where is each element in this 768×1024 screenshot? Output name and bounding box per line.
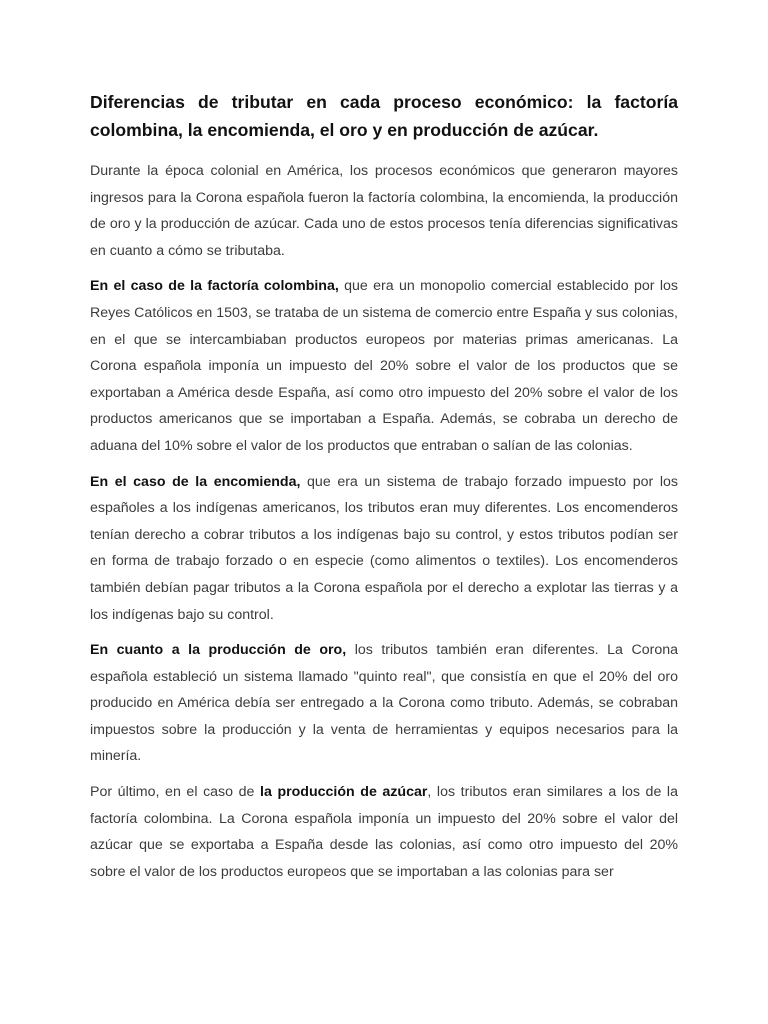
paragraph-azucar — [90, 779, 678, 885]
paragraph-text: , los tributos eran similares a los de la factoría colombina. La Corona española imponía un impuesto del 20% sobre el valor del azúcar que se exportaba a España desde las colonias, así como otro impuesto del 20% sobre el valor de los productos europeos que se importaban a las colonias para ser — [90, 784, 678, 880]
paragraph-pre: Por último, en el caso de — [90, 784, 261, 801]
paragraph-factoria — [90, 273, 678, 459]
paragraph-lead: En cuanto a la producción de oro, — [90, 642, 347, 659]
paragraph-text: los tributos también eran diferentes. La Corona española estableció un sistema llamado "quinto real", que consistía en que el 20% del oro producido en América debía ser entregado a la Corona como tributo. Además, se cobraban impuestos sobre la producción y la venta de herramientas y equipos necesarios para la minería. — [90, 642, 678, 765]
paragraph-text: Durante la época colonial en América, los procesos económicos que generaron mayores ingresos para la Corona española fueron la factoría colombina, la encomienda, la producción de oro y la producción de azúcar. Cada uno de estos procesos tenía diferencias significativas en cuanto a cómo se tributaba. — [90, 163, 678, 259]
document-title: Diferencias de tributar en cada proceso económico: la factoría colombina, la encomienda, el oro y en producción de azúcar. — [90, 92, 678, 140]
paragraph-intro — [90, 158, 678, 264]
paragraph-lead: En el caso de la factoría colombina, — [90, 278, 339, 295]
paragraph-text: que era un monopolio comercial establecido por los Reyes Católicos en 1503, se trataba de un sistema de comercio entre España y sus colonias, en el que se intercambiaban productos europeos por materias primas americanas. La Corona española imponía un impuesto del 20% sobre el valor de los productos que se exportaban a América desde España, así como otro impuesto del 20% sobre el valor de los productos americanos que se importaban a España. Además, se cobraba un derecho de aduana del 10% sobre el valor de los productos que entraban o salían de las colonias. — [90, 278, 678, 454]
paragraph-lead: En el caso de la encomienda, — [90, 473, 301, 490]
paragraph-encomienda — [90, 469, 678, 629]
paragraph-oro — [90, 637, 678, 770]
paragraph-lead: la producción de azúcar — [260, 784, 428, 801]
document-page — [90, 88, 678, 894]
paragraph-text: que era un sistema de trabajo forzado impuesto por los españoles a los indígenas americanos, los tributos eran muy diferentes. Los encomenderos tenían derecho a cobrar tributos a los indígenas bajo su control, y estos tributos podían ser en forma de trabajo forzado o en especie (como alimentos o textiles). Los encomenderos también debían pagar tributos a la Corona española por el derecho a explotar las tierras y a los indígenas bajo su control. — [90, 473, 678, 623]
